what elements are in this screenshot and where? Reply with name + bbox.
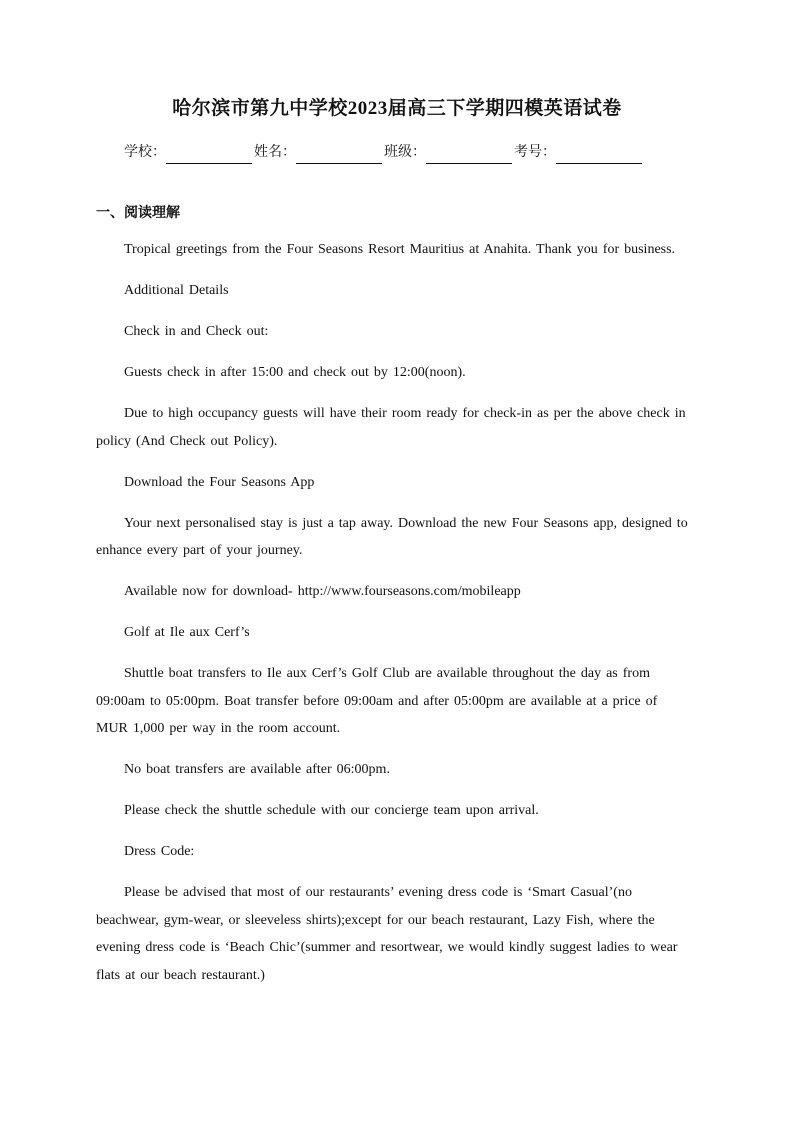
info-label-name: 姓名： — [254, 144, 296, 160]
paragraph: Dress Code: — [124, 844, 195, 859]
paragraph: Due to high occupancy guests will have their room ready for check-in as per the above check in policy (And Check out Policy). — [96, 406, 686, 449]
section-heading: 一、阅读理解 — [96, 205, 180, 221]
paragraph: Tropical greetings from the Four Seasons Resort Mauritius at Anahita. Thank you for business. — [124, 242, 676, 257]
name-blank — [296, 145, 382, 164]
paragraph: Additional Details — [124, 283, 229, 298]
paragraph: Shuttle boat transfers to Ile aux Cerf’s Golf Club are available throughout the day as from 09:00am to 05:00pm. Boat transfer before 09:00am and after 05:00pm are available at a price of MUR 1,000 per way in the room account. — [96, 666, 658, 736]
school-blank — [166, 145, 252, 164]
exam-title: 哈尔滨市第九中学校2023届高三下学期四模英语试卷 — [172, 98, 622, 119]
info-label-class: 班级： — [384, 144, 426, 160]
info-label-exam-number: 考号： — [514, 144, 556, 160]
reading-passage — [96, 236, 694, 1003]
exam-number-blank — [556, 145, 642, 164]
paragraph: No boat transfers are available after 06:00pm. — [124, 762, 390, 777]
info-label-school: 学校： — [124, 144, 166, 160]
info-field-class — [384, 140, 514, 164]
paragraph: Golf at Ile aux Cerf’s — [124, 625, 250, 640]
paragraph: Check in and Check out: — [124, 324, 269, 339]
student-info-line — [124, 140, 644, 164]
info-field-exam-number — [514, 140, 644, 164]
paragraph: Guests check in after 15:00 and check out by 12:00(noon). — [124, 365, 466, 380]
info-field-name — [254, 140, 384, 164]
paragraph: Your next personalised stay is just a tap away. Download the new Four Seasons app, designed to enhance every part of your journey. — [96, 515, 688, 558]
paragraph: Please be advised that most of our restaurants’ evening dress code is ‘Smart Casual’(no beachwear, gym-wear, or sleeveless shirts);except for our beach restaurant, Lazy Fish, where the evening dress code is ‘Beach Chic’(summer and resortwear, we would kindly suggest ladies to wear flats at our beach restaurant.) — [96, 885, 678, 983]
info-field-school — [124, 140, 254, 164]
paragraph: Please check the shuttle schedule with our concierge team upon arrival. — [124, 803, 539, 818]
paragraph: Download the Four Seasons App — [124, 474, 315, 490]
paragraph: Available now for download- http://www.fourseasons.com/mobileapp — [124, 584, 521, 599]
class-blank — [426, 145, 512, 164]
